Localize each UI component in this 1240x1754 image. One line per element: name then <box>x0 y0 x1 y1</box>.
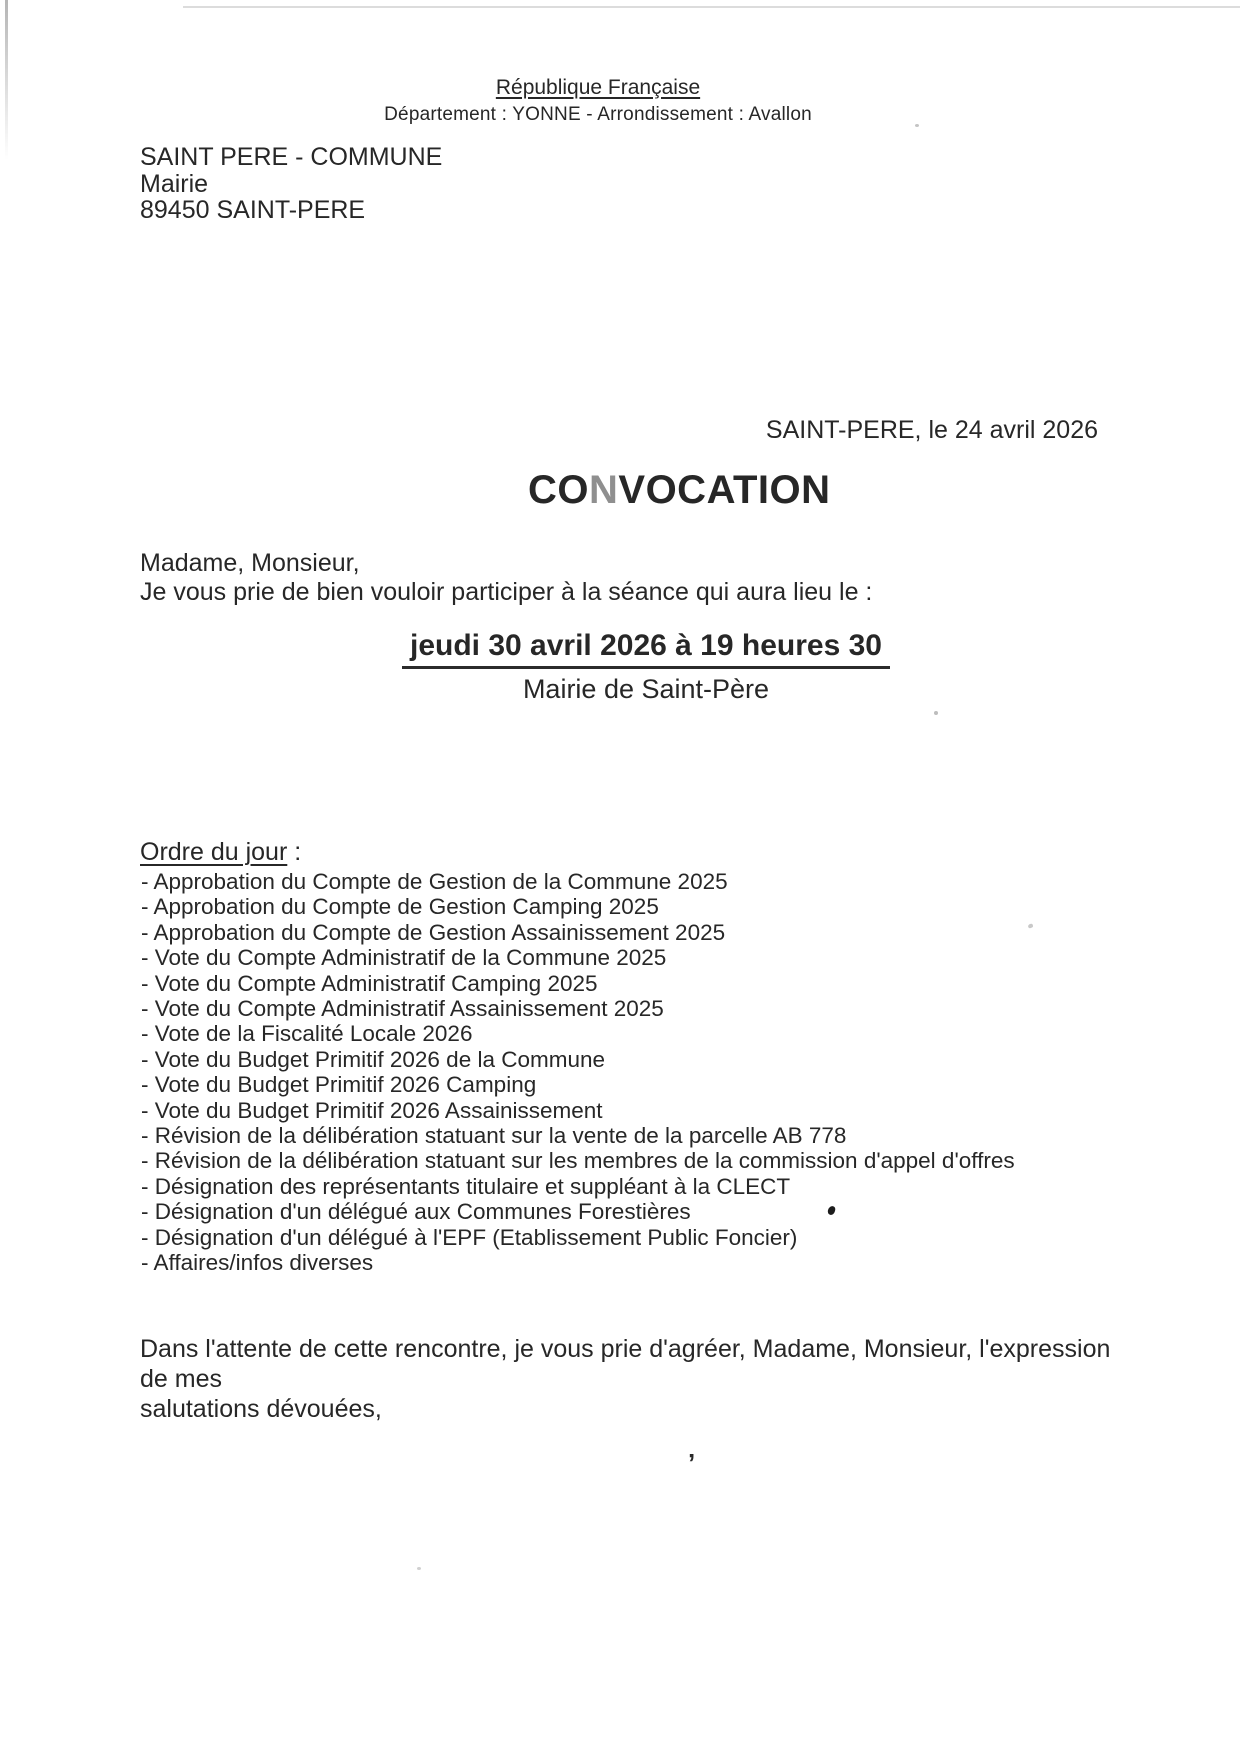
meeting-details <box>26 629 1240 705</box>
agenda-heading-text: Ordre du jour <box>140 838 288 866</box>
salutation-line: Madame, Monsieur, <box>140 549 360 577</box>
document-title <box>528 468 831 513</box>
closing-line: salutations dévouées, <box>140 1395 382 1423</box>
title-segment: VOCATION <box>618 468 831 512</box>
sender-mairie-line: Mairie <box>140 169 209 198</box>
scan-artifact-top-edge <box>183 6 1240 8</box>
title-segment-faded: N <box>589 468 619 512</box>
place-date-line: SAINT-PERE, le 24 avril 2026 <box>765 416 1098 444</box>
agenda-item: - Révision de la délibération statuant sur la vente de la parcelle AB 778 <box>141 1123 847 1149</box>
agenda-item: - Désignation d'un délégué à l'EPF (Etablissement Public Foncier) <box>141 1224 798 1250</box>
intro-line: Je vous prie de bien vouloir participer à la séance qui aura lieu le : <box>140 577 873 606</box>
agenda-item: - Vote du Compte Administratif Camping 2025 <box>141 970 598 996</box>
scan-speck <box>417 1567 421 1570</box>
closing-line: Dans l'attente de cette rencontre, je vous prie d'agréer, Madame, Monsieur, l'expression de mes <box>140 1335 1111 1393</box>
agenda-list <box>141 869 1015 1276</box>
agenda-item: - Approbation du Compte de Gestion de la Commune 2025 <box>141 869 728 894</box>
scan-speck <box>934 711 938 715</box>
agenda-item: - Vote du Compte Administratif de la Commune 2025 <box>141 945 667 971</box>
letter-opening <box>140 549 872 606</box>
title-segment: CO <box>528 468 589 512</box>
republic-title: République Française <box>495 76 701 99</box>
agenda-item: - Affaires/infos diverses <box>141 1250 374 1276</box>
agenda-item: - Vote du Compte Administratif Assainissement 2025 <box>141 996 664 1022</box>
sender-commune-line: SAINT PERE - COMMUNE <box>140 143 443 171</box>
agenda-item: - Approbation du Compte de Gestion Camping 2025 <box>141 894 659 920</box>
agenda-item: - Vote du Budget Primitif 2026 Assainissement <box>141 1097 603 1123</box>
agenda-item: - Désignation des représentants titulaire et suppléant à la CLECT <box>141 1173 791 1199</box>
agenda-item: - Vote de la Fiscalité Locale 2026 <box>141 1021 473 1047</box>
scan-speck <box>1027 923 1033 928</box>
agenda-item: - Vote du Budget Primitif 2026 de la Commune <box>141 1046 606 1072</box>
agenda-item: - Approbation du Compte de Gestion Assainissement 2025 <box>141 919 726 945</box>
meeting-place: Mairie de Saint-Père <box>522 674 770 704</box>
sender-address-block <box>140 144 442 224</box>
agenda-item: - Désignation d'un délégué aux Communes Forestières <box>141 1199 691 1225</box>
sender-postcode-line: 89450 SAINT-PERE <box>140 196 366 225</box>
republic-header <box>0 76 1196 126</box>
scan-stray-comma-mark: ’ <box>688 1448 696 1478</box>
meeting-datetime: jeudi 30 avril 2026 à 19 heures 30 <box>402 629 890 669</box>
agenda-heading-colon: : <box>287 838 302 866</box>
letter-closing <box>140 1334 1120 1424</box>
agenda-item: - Vote du Budget Primitif 2026 Camping <box>141 1072 537 1098</box>
department-arrondissement-line: Département : YONNE - Arrondissement : Avallon <box>384 104 812 125</box>
agenda-heading <box>140 838 301 867</box>
agenda-item: - Révision de la délibération statuant sur les membres de la commission d'appel d'offres <box>141 1148 1015 1174</box>
